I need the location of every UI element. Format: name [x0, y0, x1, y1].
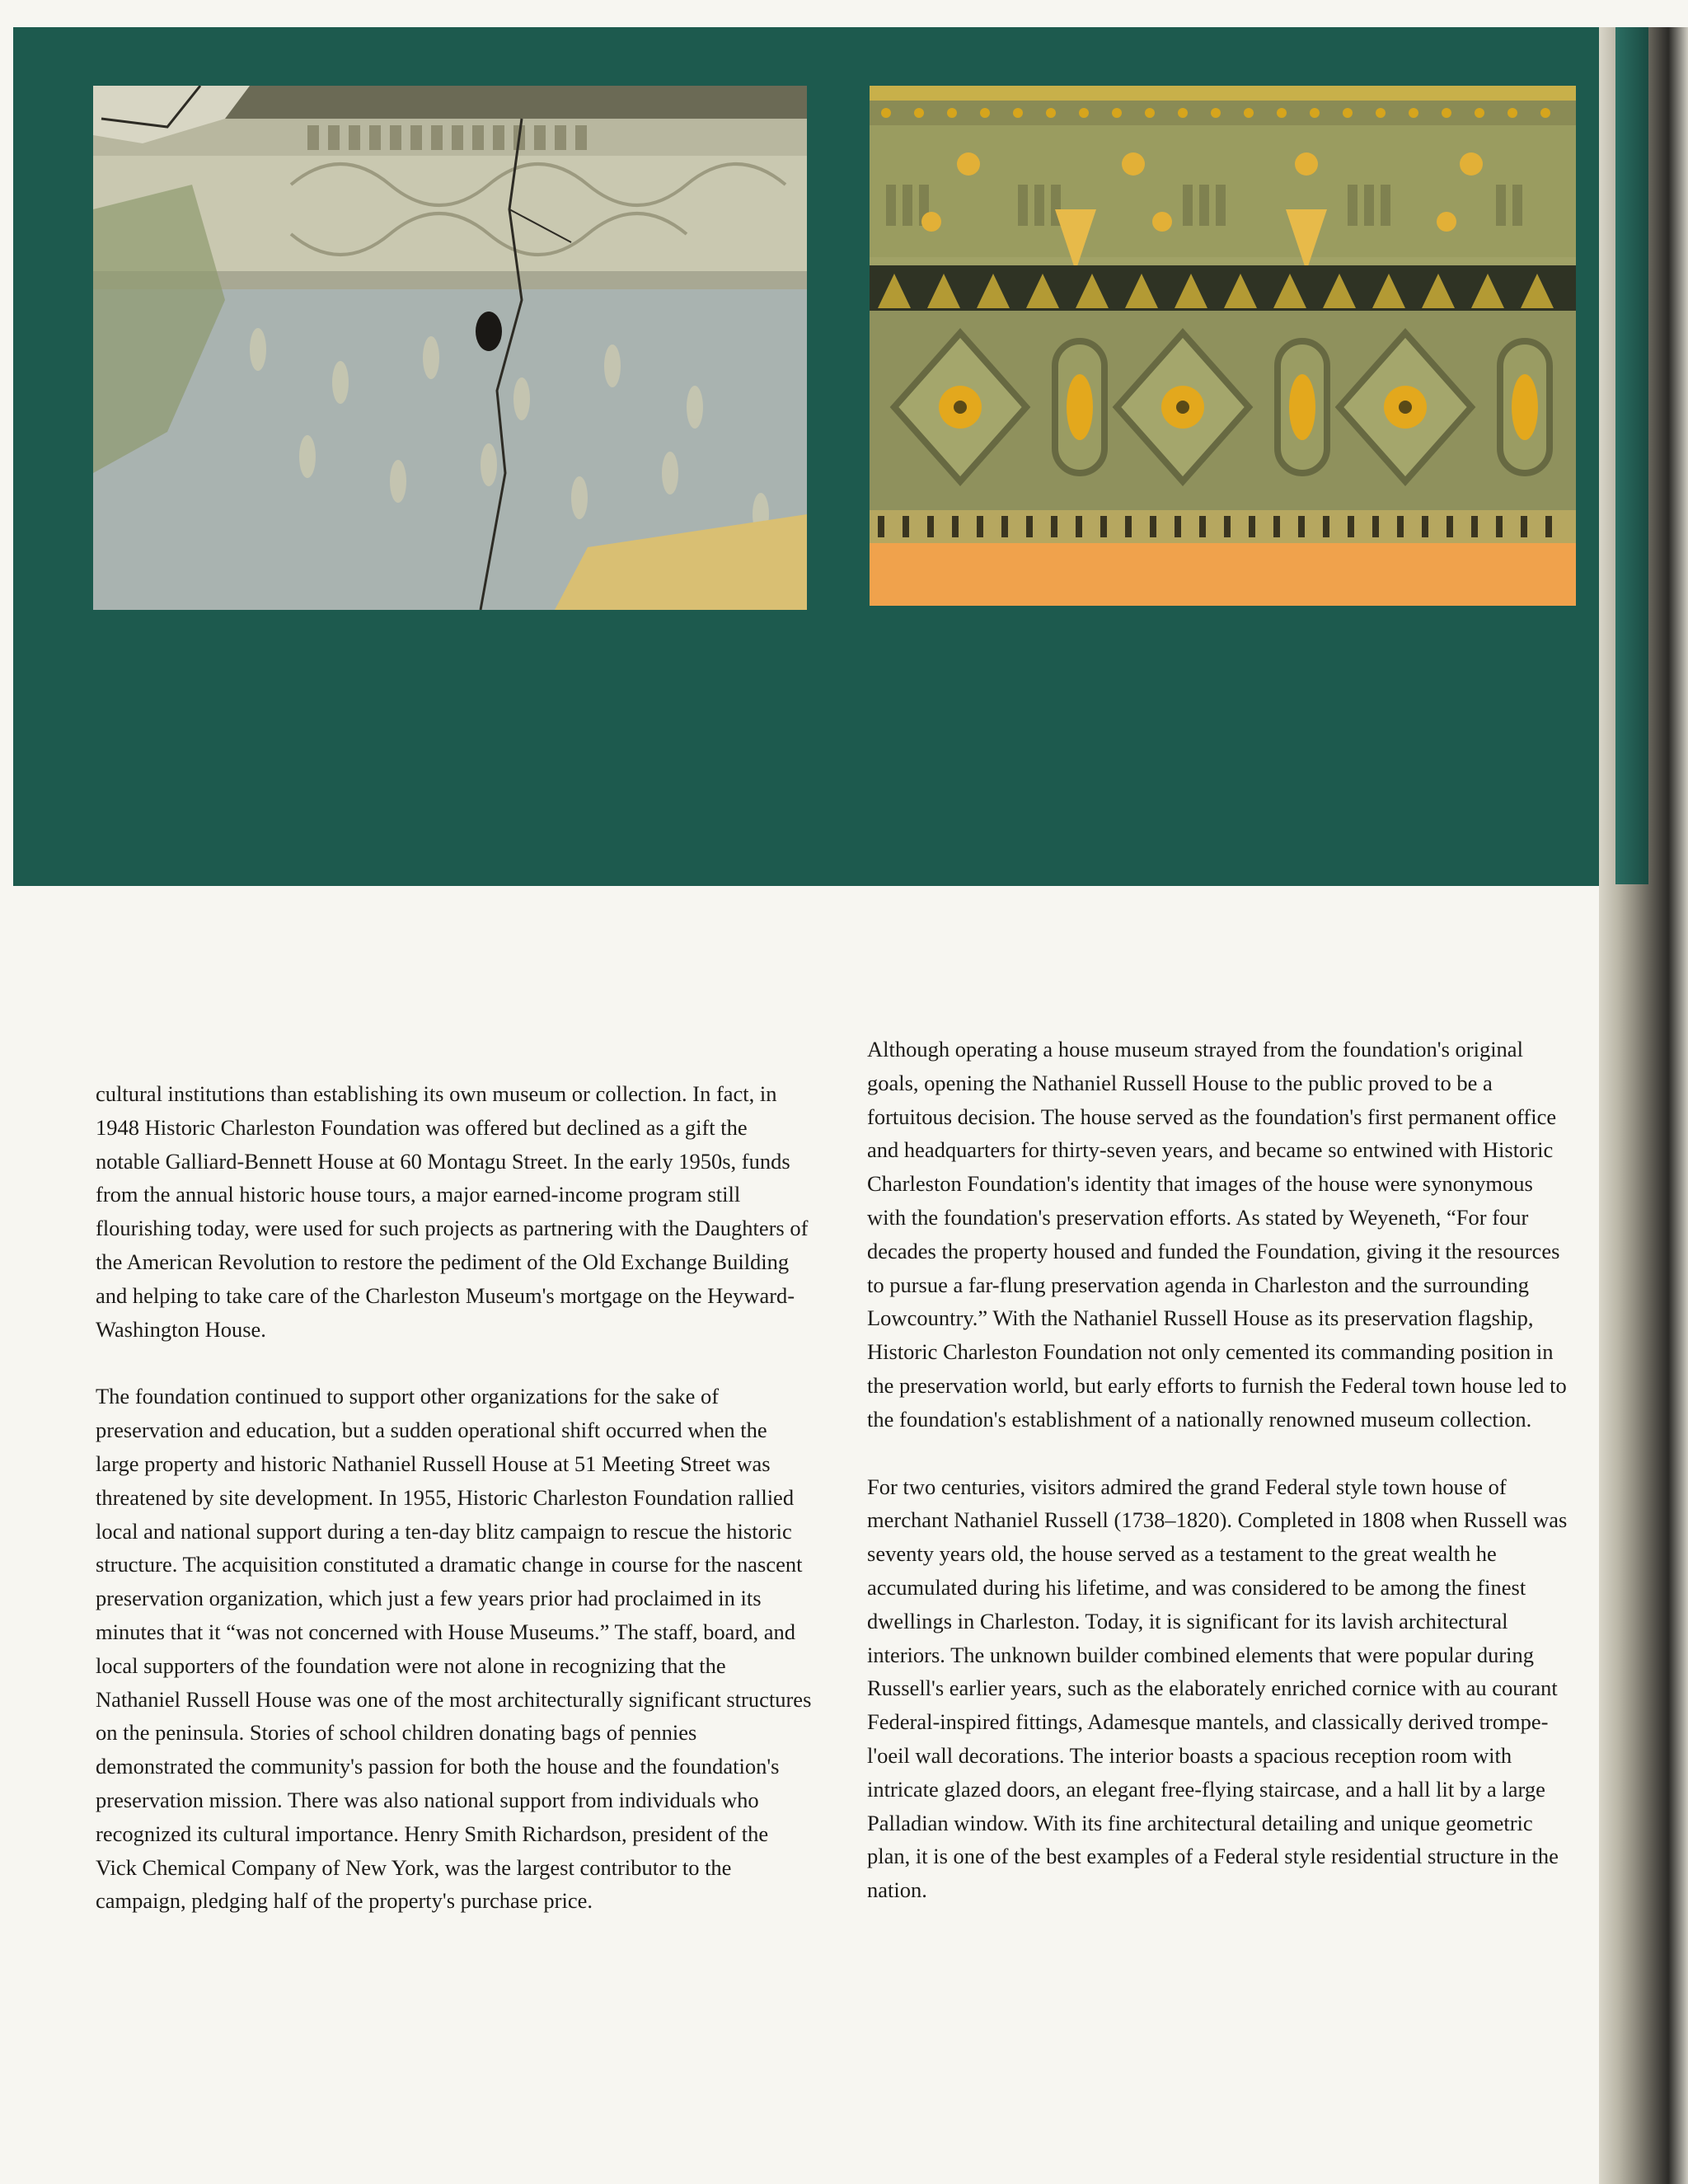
spine-teal-edge [1615, 27, 1648, 884]
left-paragraph-2: The foundation continued to support other organizations for the sake of preservation and education, but a sudden operational shift occurred when the large property and historic Nathaniel Russell House at 51 Meeting Street was threatened by site development. In 1955, Historic Charleston Foundation rallied local and national support during a ten-day blitz campaign to rescue the historic structure. The acquisition constituted a dramatic change in course for the nascent preservation organization, which just a few years prior had proclaimed in its minutes that it “was not concerned with House Museums.” The staff, board, and local supporters of the foundation were not alone in recognizing that the Nathaniel Russell House was one of the most architecturally significant structures on the peninsula. Stories of school children donating bags of pennies demonstrated the community's passion for both the house and the foundation's preservation mission. There was also national support from individuals who recognized its cultural importance. Henry Smith Richardson, president of the Vick Chemical Company of New York, was the largest contributor to the campaign, pledging half of the property's purchase price. [96, 1384, 812, 1914]
right-text-column [867, 1033, 1576, 1941]
left-paragraph-1: cultural institutions than establishing its own museum or collection. In fact, in 1948 Historic Charleston Foundation was offered but declined as a gift the notable Galliard-Bennett House at 60 Montagu Street. In the early 1950s, funds from the annual historic house tours, a major earned-income program still flourishing today, were used for such projects as partnering with the Daughters of the American Revolution to restore the pediment of the Old Exchange Building and helping to take care of the Charleston Museum's mortgage on the Heyward-Washington House. [96, 1081, 809, 1342]
restored-gilded-cornice-photo [870, 86, 1576, 606]
left-text-column [96, 1077, 813, 1952]
cracked-plaster-illustration [93, 86, 807, 610]
gilded-cornice-illustration [870, 86, 1576, 606]
right-paragraph-1: Although operating a house museum strayed from the foundation's original goals, opening the Nathaniel Russell House to the public proved to be a fortuitous decision. The house served as the foundation's first permanent office and headquarters for thirty-seven years, and became so entwined with Historic Charleston Foundation's identity that images of the house were synonymous with the foundation's preservation efforts. As stated by Weyeneth, “For four decades the property housed and funded the Foundation, giving it the resources to pursue a far-flung preservation agenda in Charleston and the surrounding Lowcountry.” With the Nathaniel Russell House as its preservation flagship, Historic Charleston Foundation not only cemented its commanding position in the preservation world, but early efforts to furnish the Federal town house led to the foundation's establishment of a nationally renowned museum collection. [867, 1037, 1567, 1432]
cracked-plaster-cornice-photo [93, 86, 807, 610]
right-paragraph-2: For two centuries, visitors admired the grand Federal style town house of merchant Nathaniel Russell (1738–1820). Completed in 1808 when Russell was seventy years old, the house served as a testament to the great wealth he accumulated during his lifetime, and was considered to be among the finest dwellings in Charleston. Today, it is significant for its lavish architectural interiors. The unknown builder combined elements that were popular during Russell's earlier years, such as the elaborately enriched cornice with au courant Federal-inspired fittings, Adamesque mantels, and classically derived trompe-l'oeil wall decorations. The interior boasts a spacious reception room with intricate glazed doors, an elegant free-flying staircase, and a hall lit by a large Palladian window. With its fine architectural detailing and unique geometric plan, it is one of the best examples of a Federal style residential structure in the nation. [867, 1474, 1568, 1903]
